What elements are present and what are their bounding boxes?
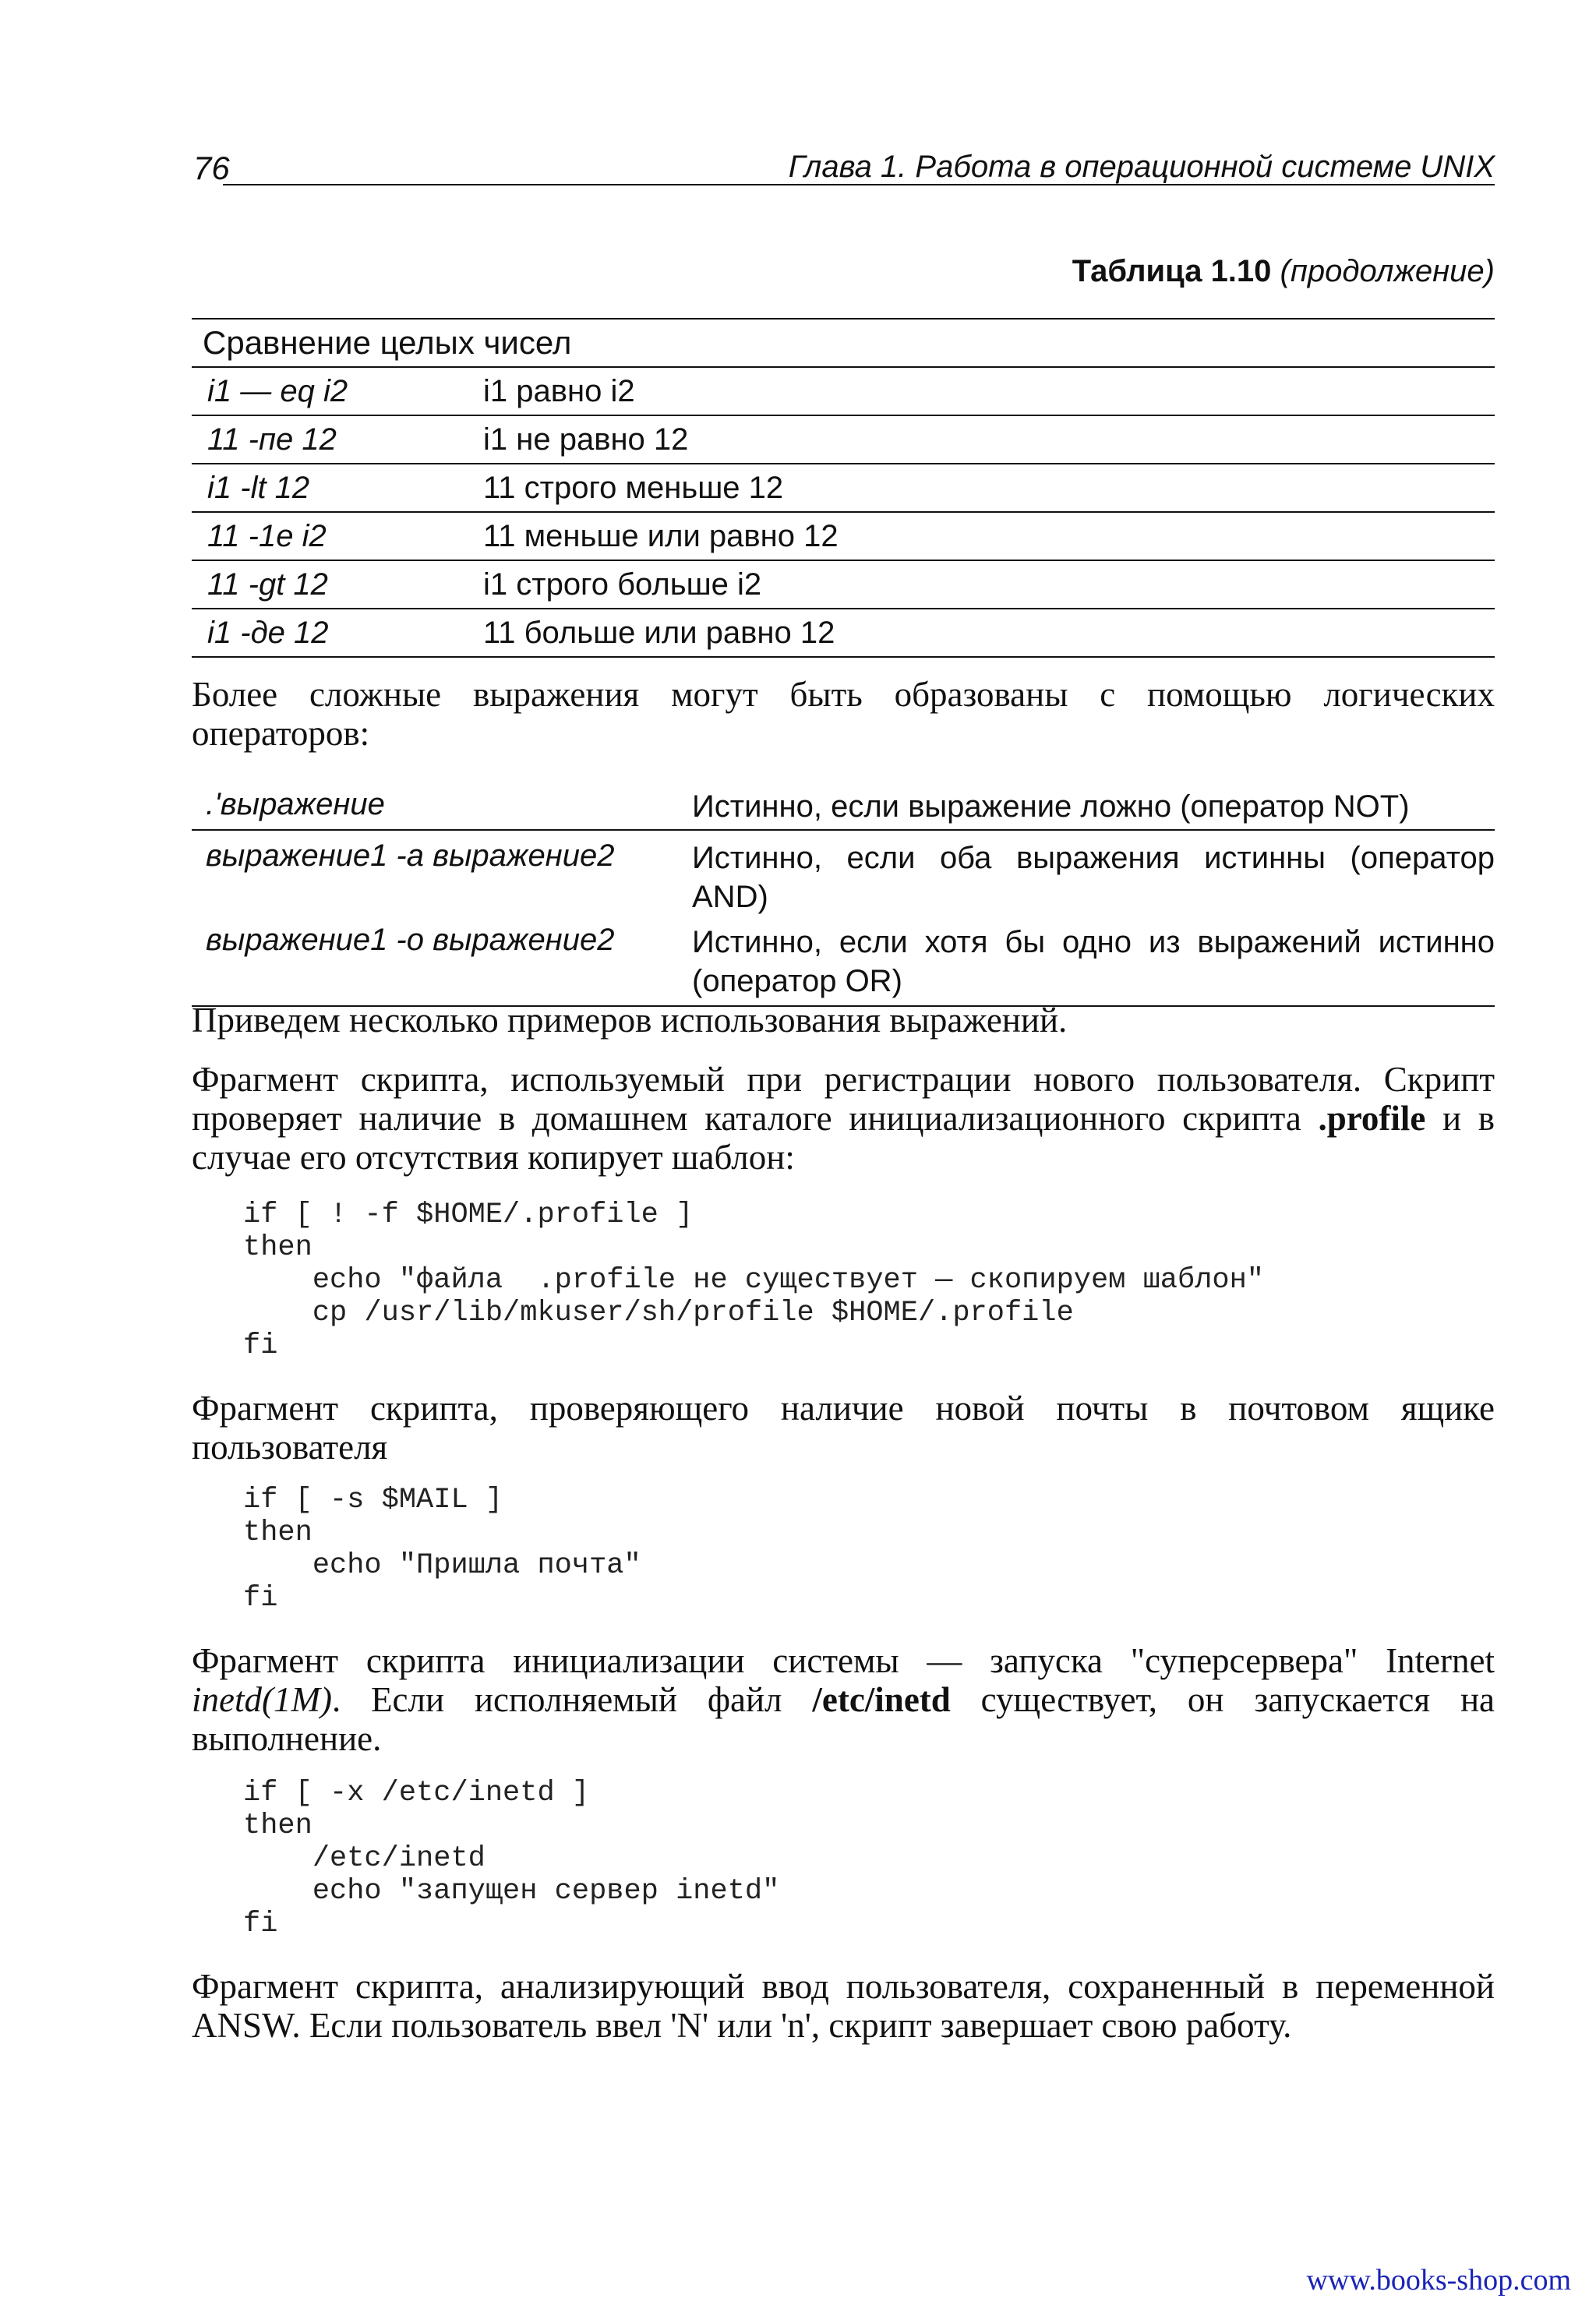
integer-comparison-table bbox=[192, 318, 1495, 658]
expression-cell: .'выражение bbox=[192, 787, 692, 830]
description-cell: i1 не равно 12 bbox=[483, 415, 1495, 464]
profile-text-after: и в случае его отсутствия копирует шаблон: bbox=[192, 1099, 1495, 1177]
paragraph-profile bbox=[192, 1060, 1495, 1177]
code-block-mail: if [ -s $MAIL ] then echo "Пришла почта" fi bbox=[243, 1484, 641, 1615]
footer-link[interactable]: www.books-shop.com bbox=[1306, 2264, 1571, 2297]
description-cell: i1 строго больше i2 bbox=[483, 560, 1495, 609]
meaning-cell: Истинно, если выражение ложно (оператор NOT) bbox=[692, 787, 1495, 830]
table-caption-label: Таблица bbox=[1072, 254, 1202, 288]
paragraph-examples: Приведем несколько примеров использования выражений. bbox=[192, 1001, 1068, 1040]
description-cell: 11 больше или равно 12 bbox=[483, 609, 1495, 657]
meaning-cell: Истинно, если хотя бы одно из выражений истинно (оператор OR) bbox=[692, 916, 1495, 1006]
profile-text-before: Фрагмент скрипта, используемый при регистрации нового пользователя. Скрипт проверяет наличие в домашнем каталоге инициализационного скрипта bbox=[192, 1060, 1495, 1138]
paragraph-inetd bbox=[192, 1641, 1495, 1758]
description-cell: 11 строго меньше 12 bbox=[483, 464, 1495, 512]
description-cell: 11 меньше или равно 12 bbox=[483, 512, 1495, 560]
table-row bbox=[192, 512, 1495, 560]
inetd-text-middle: . Если исполняемый файл bbox=[331, 1680, 813, 1719]
code-block-profile: if [ ! -f $HOME/.profile ] then echo "файла .profile не существует — скопируем шаблон" cp /usr/lib/mkuser/sh/profile $HOME/.profile fi bbox=[243, 1199, 1265, 1362]
table-caption-number: 1.10 bbox=[1210, 254, 1272, 288]
table-caption bbox=[1072, 254, 1495, 289]
operator-cell: 11 -пе 12 bbox=[192, 415, 483, 464]
expression-cell: выражение1 -а выражение2 bbox=[206, 839, 615, 873]
paragraph-answ: Фрагмент скрипта, анализирующий ввод пользователя, сохраненный в переменной ANSW. Если пользователь ввел 'N' или 'n', скрипт завершает свою работу. bbox=[192, 1967, 1495, 2045]
page-number: 76 bbox=[193, 150, 230, 186]
table-caption-note: (продолжение) bbox=[1280, 254, 1495, 288]
table-row bbox=[192, 830, 1495, 916]
table-row bbox=[192, 367, 1495, 415]
table-heading: Сравнение целых чисел bbox=[192, 319, 1495, 367]
table-row bbox=[192, 560, 1495, 609]
code-block-inetd: if [ -x /etc/inetd ] then /etc/inetd echo "запущен сервер inetd" fi bbox=[243, 1777, 780, 1940]
table-row bbox=[192, 787, 1495, 830]
operator-cell: i1 — eq i2 bbox=[192, 367, 483, 415]
table-row bbox=[192, 609, 1495, 657]
table-row bbox=[192, 415, 1495, 464]
profile-filename: .profile bbox=[1318, 1099, 1426, 1138]
header-rule bbox=[223, 184, 1495, 185]
table-row bbox=[192, 464, 1495, 512]
operator-cell: i1 -де 12 bbox=[192, 609, 483, 657]
inetd-reference: inetd(1M) bbox=[192, 1680, 332, 1719]
operator-cell: 11 -1е i2 bbox=[192, 512, 483, 560]
paragraph-mail: Фрагмент скрипта, проверяющего наличие новой почты в почтовом ящике пользователя bbox=[192, 1389, 1495, 1467]
inetd-text-after: существует, он запускается на выполнение. bbox=[192, 1680, 1495, 1758]
table-heading-row bbox=[192, 319, 1495, 367]
meaning-cell: Истинно, если оба выражения истинны (оператор AND) bbox=[692, 841, 1495, 914]
chapter-title: Глава 1. Работа в операционной системе UNIX bbox=[788, 150, 1495, 184]
operator-cell: i1 -lt 12 bbox=[192, 464, 483, 512]
description-cell: i1 равно i2 bbox=[483, 367, 1495, 415]
table-row bbox=[192, 916, 1495, 1006]
inetd-path: /etc/inetd bbox=[812, 1680, 951, 1719]
operator-cell: 11 -gt 12 bbox=[192, 560, 483, 609]
logical-operators-table bbox=[192, 787, 1495, 1007]
paragraph-logical-operators: Более сложные выражения могут быть образованы с помощью логических операторов: bbox=[192, 675, 1495, 753]
inetd-text-before: Фрагмент скрипта инициализации системы — запуска "суперсервера" Internet bbox=[192, 1641, 1495, 1680]
expression-cell: выражение1 -о выражение2 bbox=[192, 916, 692, 1006]
